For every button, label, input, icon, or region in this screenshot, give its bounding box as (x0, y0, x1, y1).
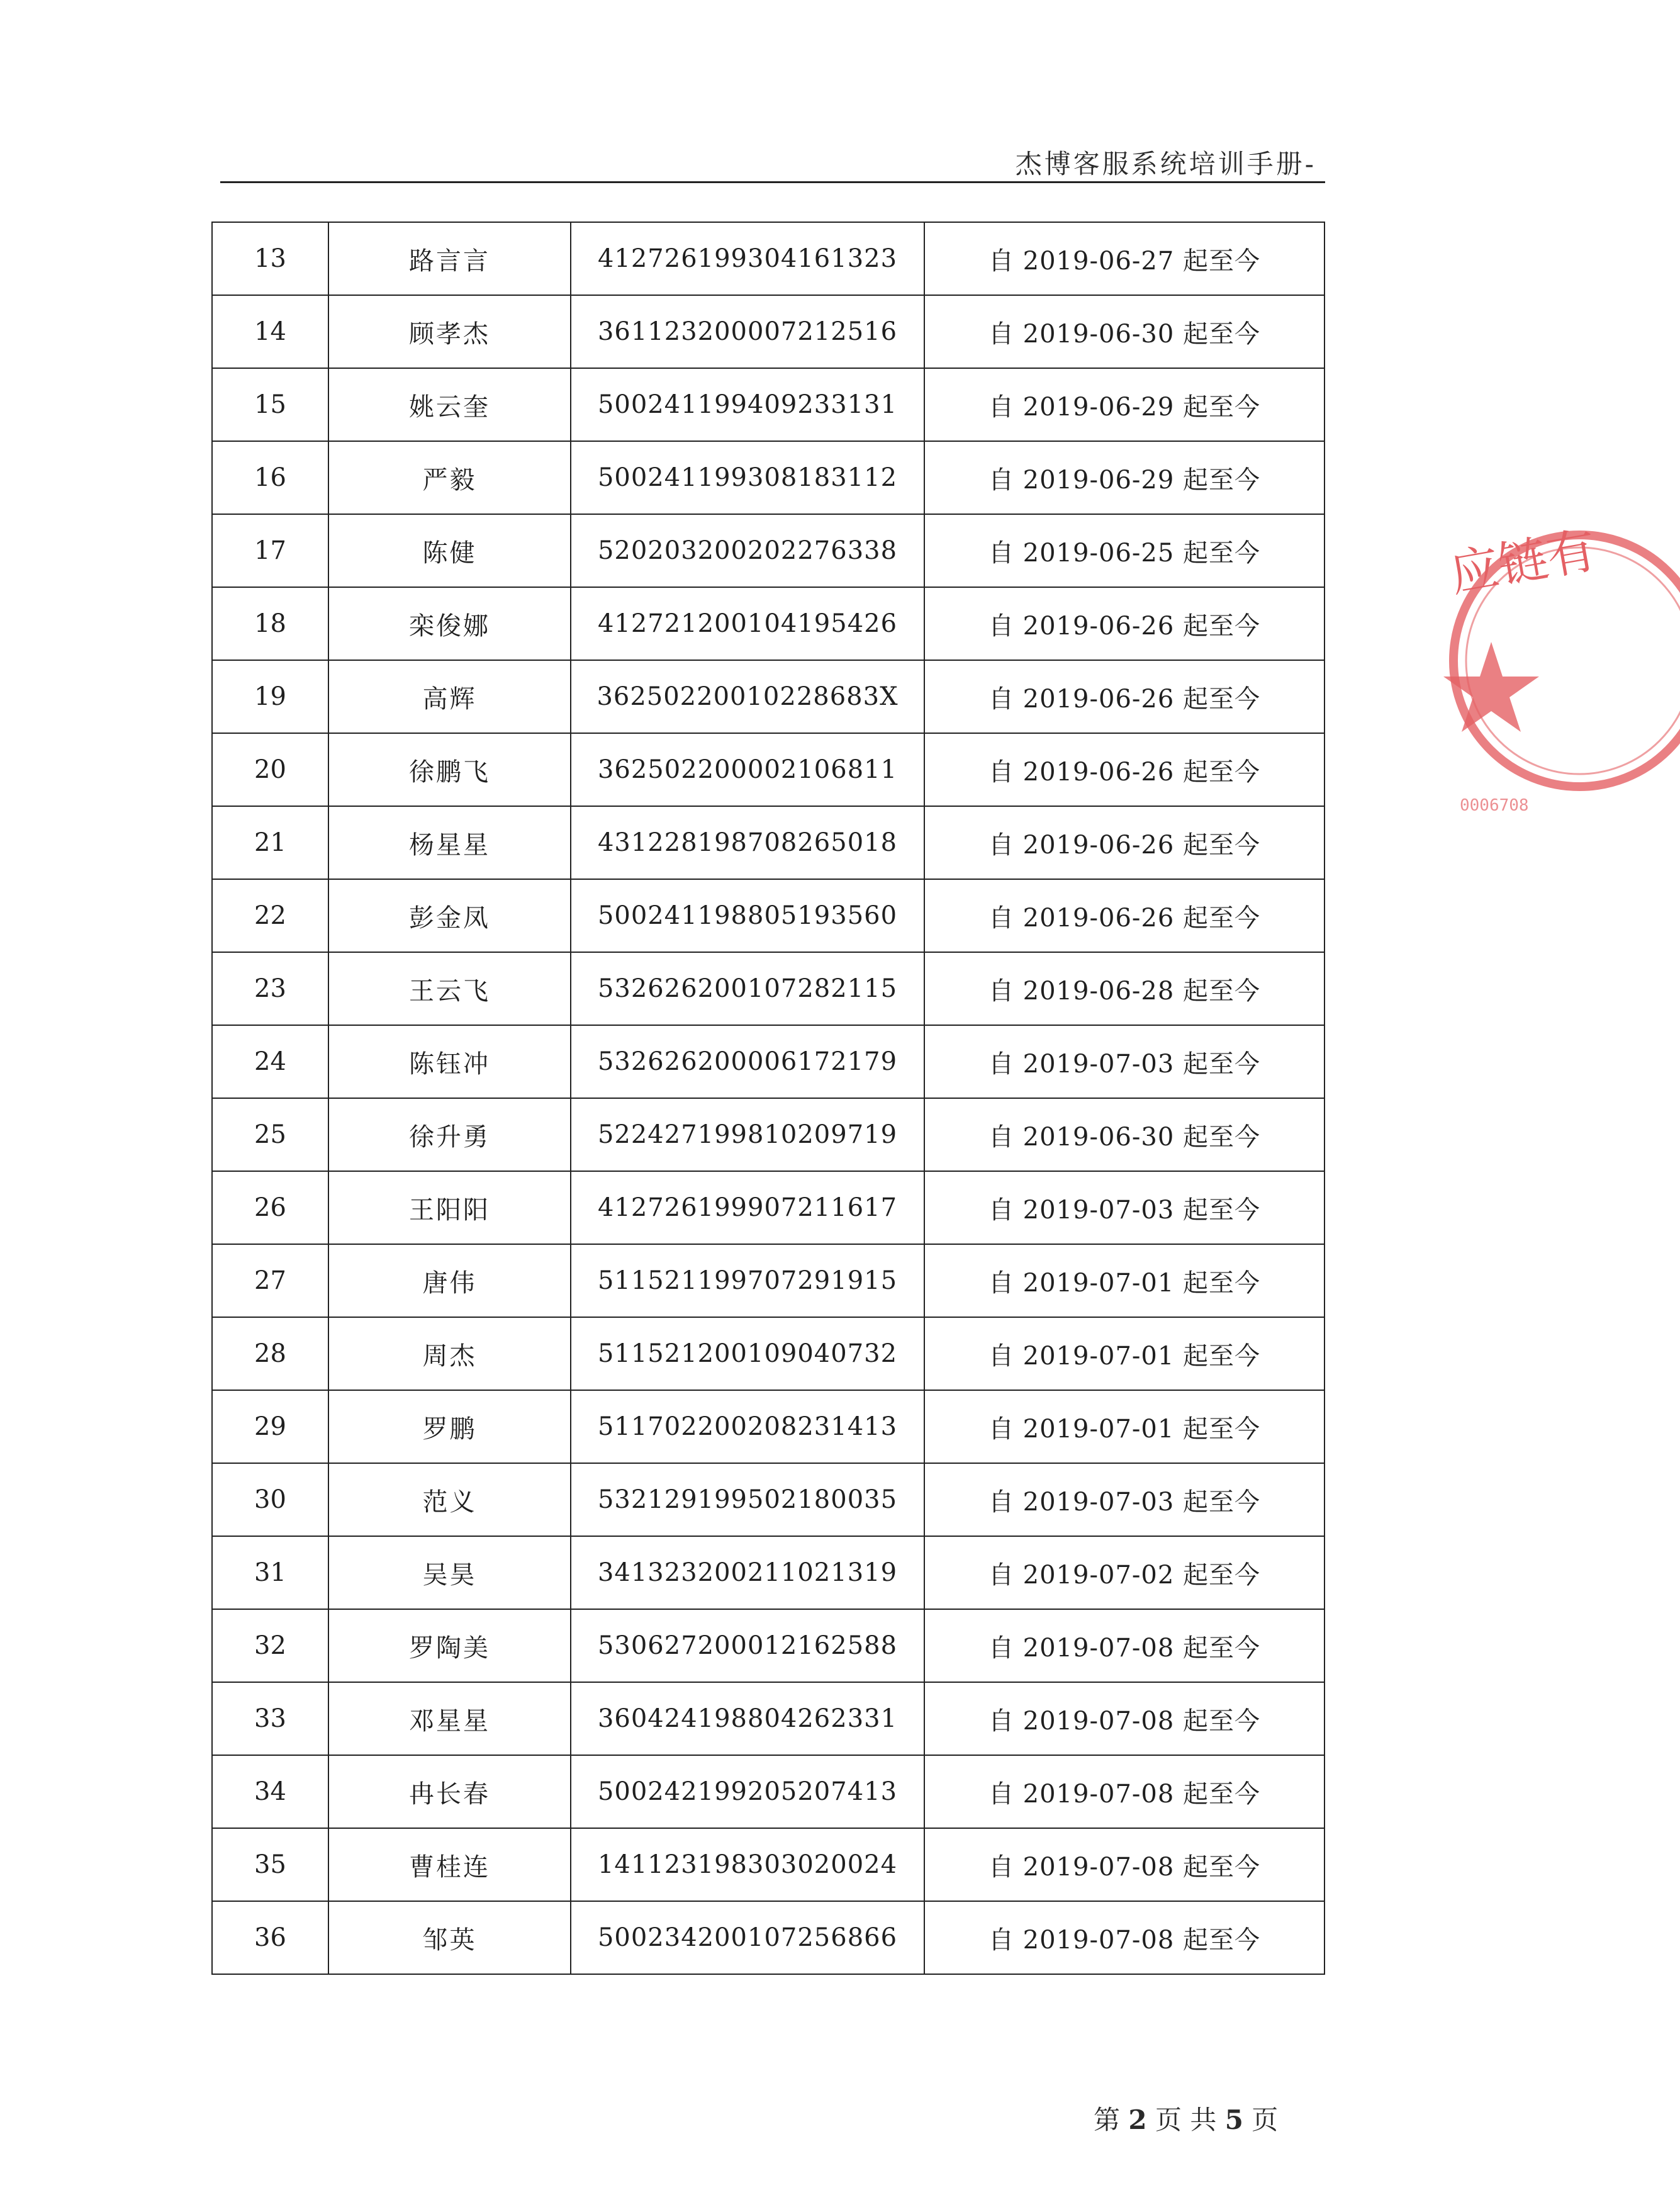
table-row (212, 295, 1324, 368)
seal-top-text: 应链有 (1445, 522, 1601, 604)
official-seal-stamp (1428, 510, 1680, 862)
table-row (212, 1317, 1324, 1390)
id-number: 412726199304161323 (571, 222, 924, 295)
employment-period: 自 2019-07-03 起至今 (924, 1025, 1324, 1098)
row-number: 27 (212, 1244, 328, 1317)
employee-name: 顾孝杰 (328, 295, 571, 368)
id-number: 341323200211021319 (571, 1536, 924, 1609)
employee-name: 姚云奎 (328, 368, 571, 441)
employment-period: 自 2019-06-30 起至今 (924, 1098, 1324, 1171)
id-number: 500234200107256866 (571, 1901, 924, 1974)
employee-name: 邓星星 (328, 1682, 571, 1755)
id-number: 511702200208231413 (571, 1390, 924, 1463)
table-row (212, 1901, 1324, 1974)
document-header-title: 杰博客服系统培训手册- (1015, 149, 1316, 179)
row-number: 17 (212, 514, 328, 587)
employee-name: 范义 (328, 1463, 571, 1536)
table-row (212, 1828, 1324, 1901)
employee-table (211, 222, 1325, 1975)
table-row (212, 952, 1324, 1025)
table-row (212, 1244, 1324, 1317)
employment-period: 自 2019-06-26 起至今 (924, 879, 1324, 952)
table-row (212, 514, 1324, 587)
id-number: 36250220010228683X (571, 660, 924, 733)
id-number: 360424198804262331 (571, 1682, 924, 1755)
employment-period: 自 2019-06-26 起至今 (924, 660, 1324, 733)
footer-middle: 页 共 (1155, 2104, 1217, 2135)
seal-outer-ring (1453, 535, 1680, 787)
id-number: 532129199502180035 (571, 1463, 924, 1536)
employee-name: 彭金凤 (328, 879, 571, 952)
employee-name: 曹桂连 (328, 1828, 571, 1901)
table-row (212, 1171, 1324, 1244)
footer-suffix: 页 (1252, 2104, 1279, 2135)
employee-name: 陈钰冲 (328, 1025, 571, 1098)
employee-name: 王云飞 (328, 952, 571, 1025)
row-number: 22 (212, 879, 328, 952)
header-divider (220, 181, 1325, 183)
row-number: 34 (212, 1755, 328, 1828)
id-number: 520203200202276338 (571, 514, 924, 587)
id-number: 511521199707291915 (571, 1244, 924, 1317)
employee-name: 徐鹏飞 (328, 733, 571, 806)
employment-period: 自 2019-06-26 起至今 (924, 587, 1324, 660)
employment-period: 自 2019-06-29 起至今 (924, 368, 1324, 441)
employee-name: 周杰 (328, 1317, 571, 1390)
table-row (212, 587, 1324, 660)
row-number: 29 (212, 1390, 328, 1463)
table-row (212, 222, 1324, 295)
page-footer (1094, 2099, 1278, 2137)
employment-period: 自 2019-07-08 起至今 (924, 1901, 1324, 1974)
table-row (212, 441, 1324, 514)
row-number: 20 (212, 733, 328, 806)
employment-period: 自 2019-07-01 起至今 (924, 1244, 1324, 1317)
id-number: 532626200006172179 (571, 1025, 924, 1098)
employment-period: 自 2019-06-25 起至今 (924, 514, 1324, 587)
row-number: 26 (212, 1171, 328, 1244)
id-number: 511521200109040732 (571, 1317, 924, 1390)
id-number: 500241199308183112 (571, 441, 924, 514)
table-row (212, 879, 1324, 952)
employee-name: 路言言 (328, 222, 571, 295)
table-row (212, 1682, 1324, 1755)
table-row (212, 1609, 1324, 1682)
row-number: 15 (212, 368, 328, 441)
id-number: 431228198708265018 (571, 806, 924, 879)
employment-period: 自 2019-06-26 起至今 (924, 806, 1324, 879)
employee-name: 高辉 (328, 660, 571, 733)
row-number: 36 (212, 1901, 328, 1974)
employee-name: 邹英 (328, 1901, 571, 1974)
id-number: 532626200107282115 (571, 952, 924, 1025)
employee-name: 王阳阳 (328, 1171, 571, 1244)
id-number: 141123198303020024 (571, 1828, 924, 1901)
table-row (212, 1390, 1324, 1463)
employment-period: 自 2019-06-27 起至今 (924, 222, 1324, 295)
employee-name: 陈健 (328, 514, 571, 587)
employment-period: 自 2019-06-30 起至今 (924, 295, 1324, 368)
row-number: 13 (212, 222, 328, 295)
id-number: 362502200002106811 (571, 733, 924, 806)
row-number: 18 (212, 587, 328, 660)
employee-name: 吴昊 (328, 1536, 571, 1609)
row-number: 32 (212, 1609, 328, 1682)
table-row (212, 806, 1324, 879)
employee-table-body (212, 222, 1324, 1974)
id-number: 500242199205207413 (571, 1755, 924, 1828)
row-number: 35 (212, 1828, 328, 1901)
row-number: 19 (212, 660, 328, 733)
employment-period: 自 2019-07-02 起至今 (924, 1536, 1324, 1609)
id-number: 530627200012162588 (571, 1609, 924, 1682)
employee-name: 杨星星 (328, 806, 571, 879)
row-number: 25 (212, 1098, 328, 1171)
employment-period: 自 2019-07-03 起至今 (924, 1463, 1324, 1536)
employment-period: 自 2019-07-01 起至今 (924, 1317, 1324, 1390)
table-row (212, 1025, 1324, 1098)
employment-period: 自 2019-06-26 起至今 (924, 733, 1324, 806)
id-number: 361123200007212516 (571, 295, 924, 368)
employee-name: 严毅 (328, 441, 571, 514)
row-number: 31 (212, 1536, 328, 1609)
employee-name: 徐升勇 (328, 1098, 571, 1171)
employee-name: 冉长春 (328, 1755, 571, 1828)
employment-period: 自 2019-06-28 起至今 (924, 952, 1324, 1025)
employee-name: 罗陶美 (328, 1609, 571, 1682)
seal-code-text: 0006708 (1460, 796, 1529, 815)
employment-period: 自 2019-07-08 起至今 (924, 1609, 1324, 1682)
footer-prefix: 第 (1094, 2104, 1121, 2135)
employee-name: 唐伟 (328, 1244, 571, 1317)
row-number: 23 (212, 952, 328, 1025)
seal-inner-ring (1466, 548, 1680, 774)
row-number: 24 (212, 1025, 328, 1098)
id-number: 522427199810209719 (571, 1098, 924, 1171)
row-number: 16 (212, 441, 328, 514)
row-number: 14 (212, 295, 328, 368)
seal-star-icon (1443, 642, 1539, 732)
table-row (212, 660, 1324, 733)
employment-period: 自 2019-07-08 起至今 (924, 1682, 1324, 1755)
footer-page-number: 2 (1128, 2104, 1147, 2135)
row-number: 33 (212, 1682, 328, 1755)
employee-name: 栾俊娜 (328, 587, 571, 660)
row-number: 21 (212, 806, 328, 879)
footer-total-pages: 5 (1224, 2104, 1243, 2135)
table-row (212, 1536, 1324, 1609)
id-number: 500241198805193560 (571, 879, 924, 952)
row-number: 28 (212, 1317, 328, 1390)
employment-period: 自 2019-06-29 起至今 (924, 441, 1324, 514)
table-row (212, 733, 1324, 806)
table-row (212, 1098, 1324, 1171)
employee-name: 罗鹏 (328, 1390, 571, 1463)
id-number: 412726199907211617 (571, 1171, 924, 1244)
employment-period: 自 2019-07-08 起至今 (924, 1755, 1324, 1828)
employment-period: 自 2019-07-01 起至今 (924, 1390, 1324, 1463)
table-row (212, 1755, 1324, 1828)
id-number: 412721200104195426 (571, 587, 924, 660)
table-row (212, 368, 1324, 441)
employment-period: 自 2019-07-08 起至今 (924, 1828, 1324, 1901)
id-number: 500241199409233131 (571, 368, 924, 441)
row-number: 30 (212, 1463, 328, 1536)
table-row (212, 1463, 1324, 1536)
employment-period: 自 2019-07-03 起至今 (924, 1171, 1324, 1244)
